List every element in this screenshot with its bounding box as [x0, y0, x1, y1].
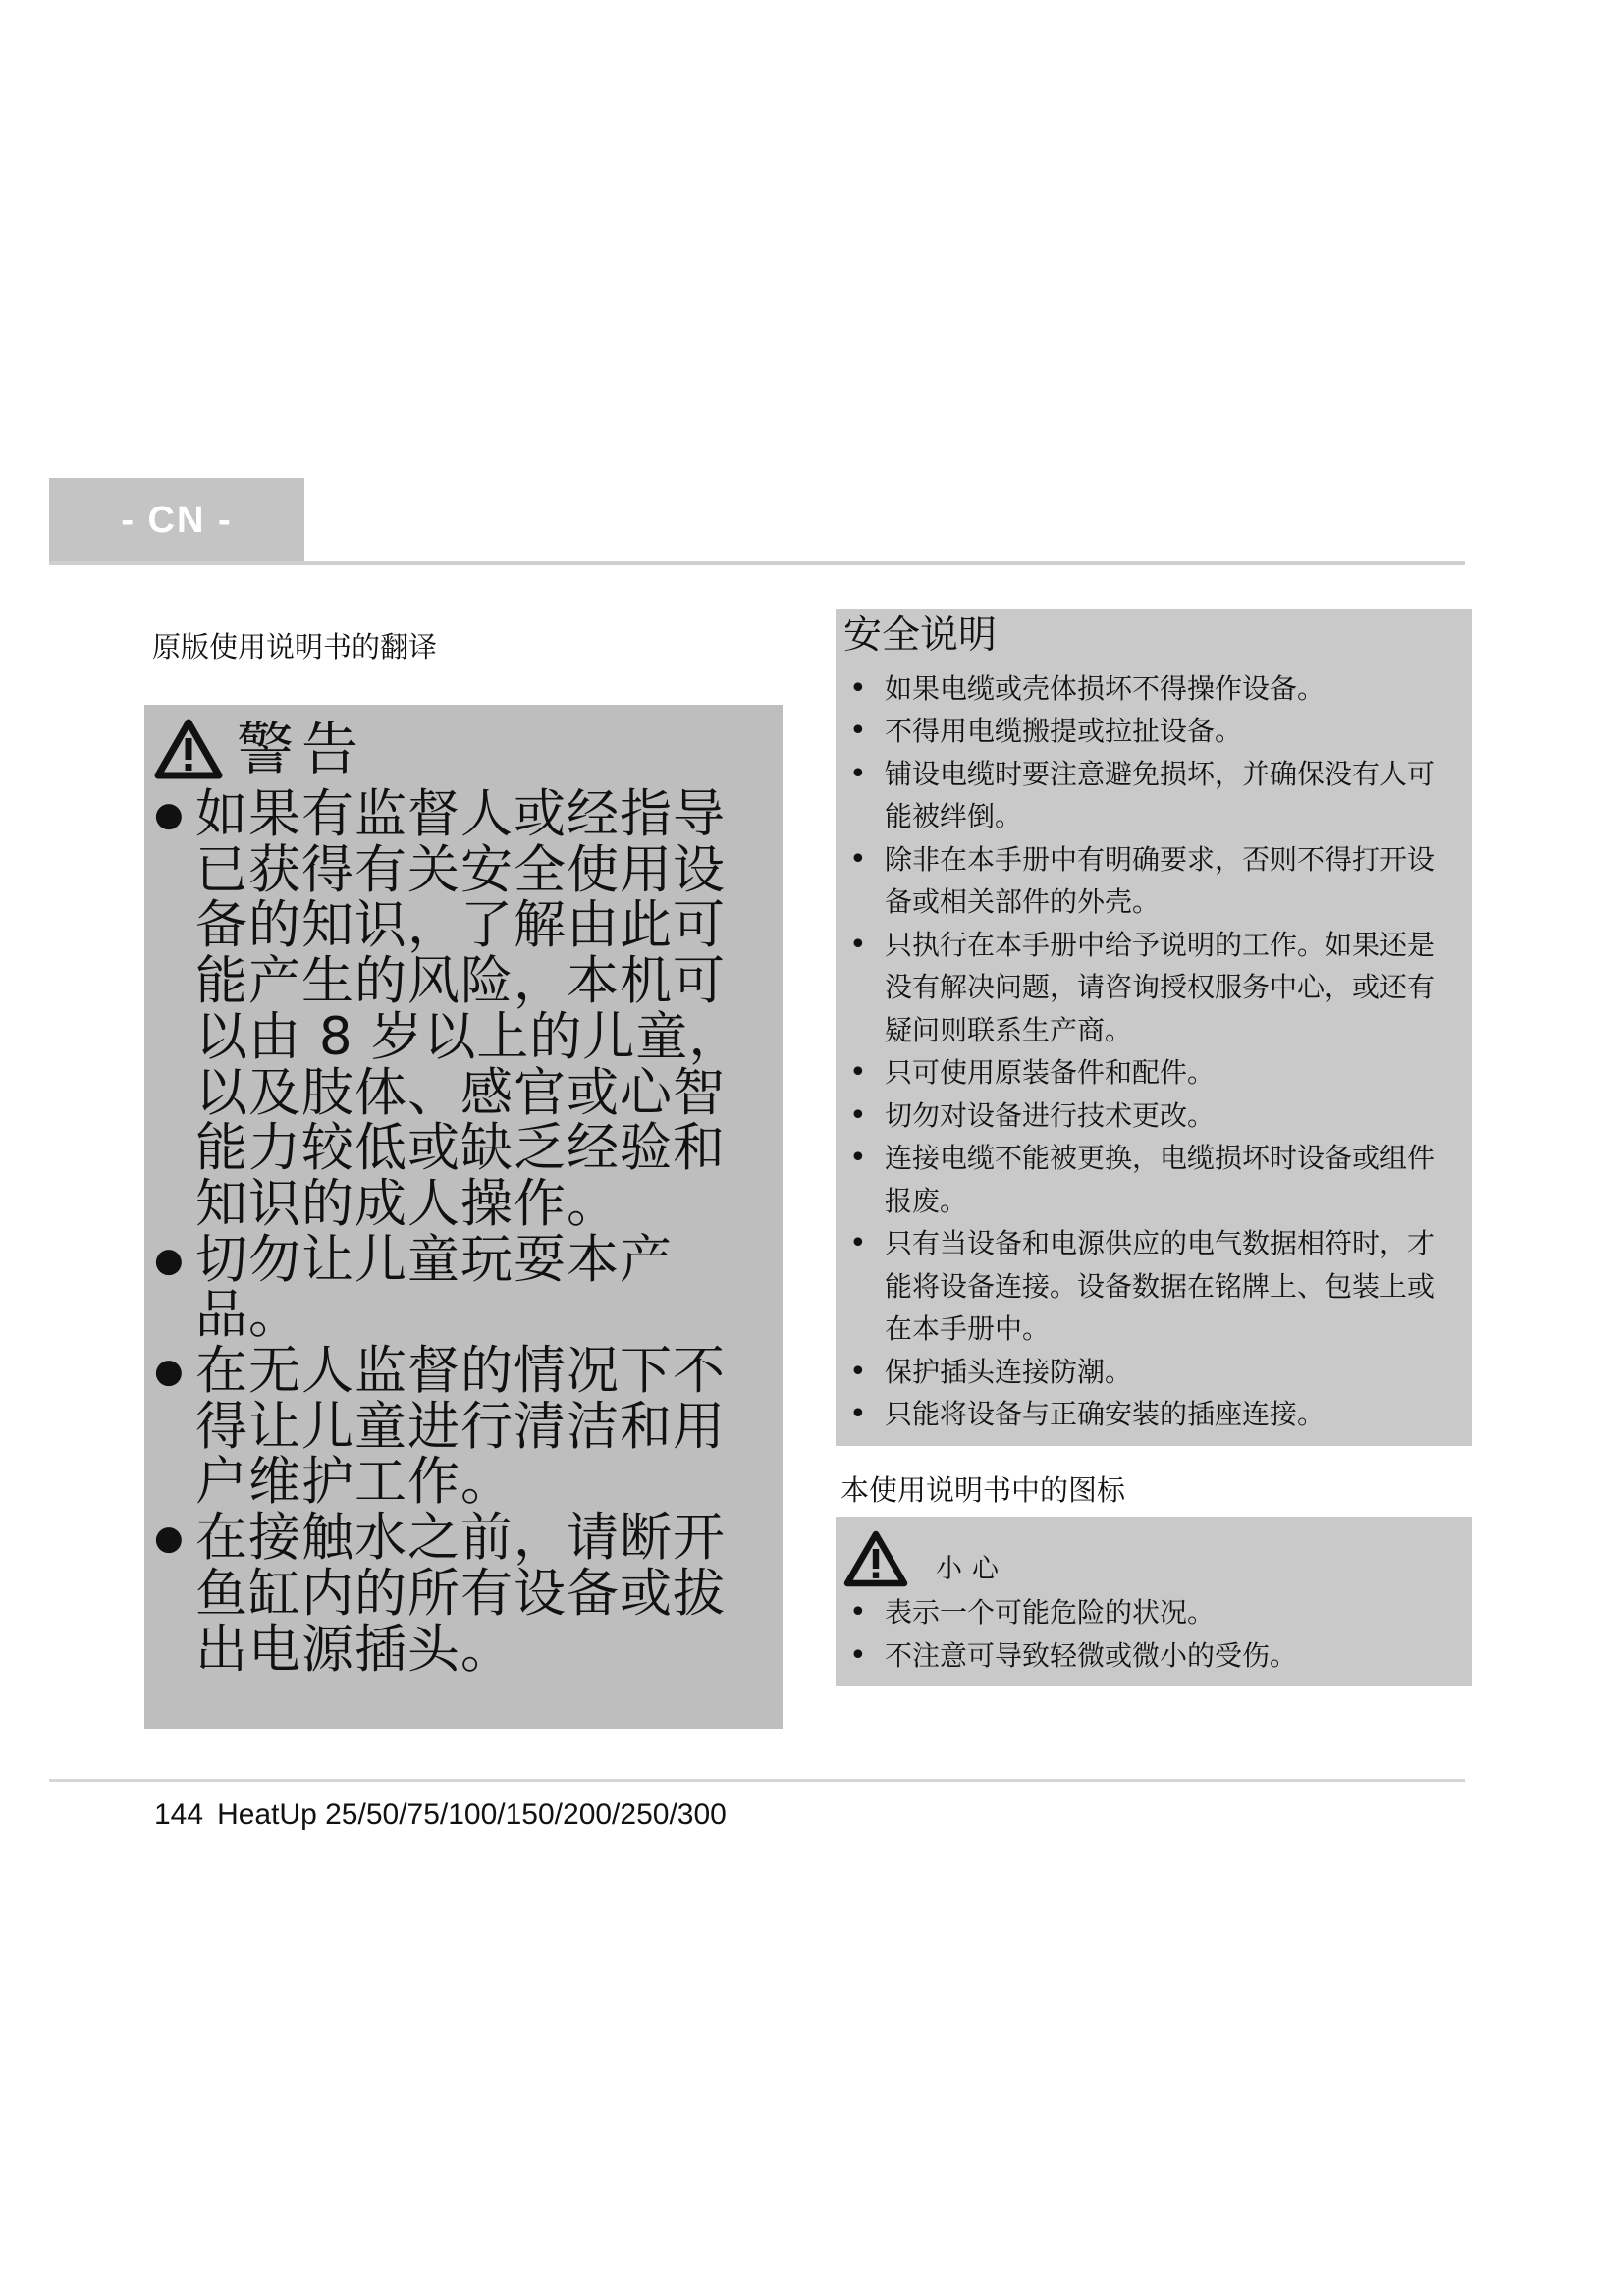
caution-title: 小心 — [936, 1554, 1008, 1584]
page-footer — [154, 1798, 727, 1832]
safety-item: • 连接电缆不能被更换，电缆损坏时设备或组件报废。 — [843, 1137, 1458, 1222]
safety-item: • 如果电缆或壳体损坏不得操作设备。 — [843, 667, 1458, 711]
warning-heading — [154, 711, 765, 787]
caution-item: • 不注意可导致轻微或微小的受伤。 — [843, 1634, 1458, 1678]
warning-box — [144, 705, 783, 1729]
header-divider — [49, 561, 1465, 565]
safety-item: • 只执行在本手册中给予说明的工作。如果还是没有解决问题，请咨询授权服务中心，或还有疑问则联系生产商。 — [843, 924, 1458, 1052]
safety-item: • 保护插头连接防潮。 — [843, 1351, 1458, 1394]
warning-triangle-icon — [154, 719, 223, 779]
caution-heading — [843, 1528, 1458, 1587]
safety-title: 安全说明 — [843, 614, 998, 658]
translation-note: 原版使用说明书的翻译 — [152, 630, 438, 664]
safety-list — [843, 667, 1458, 1436]
safety-item: • 只可使用原装备件和配件。 — [843, 1051, 1458, 1095]
warning-title: 警告 — [237, 716, 367, 782]
warning-item: ● 如果有监督人或经指导已获得有关安全使用设备的知识，了解由此可能产生的风险，本机可以由 8 岁以上的儿童，以及肢体、感官或心智能力较低或缺乏经验和知识的成人操作。 — [154, 787, 765, 1233]
safety-item: • 切勿对设备进行技术更改。 — [843, 1095, 1458, 1138]
product-name: HeatUp 25/50/75/100/150/200/250/300 — [217, 1798, 727, 1831]
safety-instructions-box — [836, 609, 1472, 1446]
language-tab-label: - CN - — [121, 499, 233, 541]
warning-triangle-icon — [843, 1530, 908, 1587]
caution-list — [843, 1591, 1458, 1677]
safety-item: • 除非在本手册中有明确要求，否则不得打开设备或相关部件的外壳。 — [843, 838, 1458, 924]
safety-item: • 铺设电缆时要注意避免损坏，并确保没有人可能被绊倒。 — [843, 753, 1458, 838]
safety-item: • 只有当设备和电源供应的电气数据相符时，才能将设备连接。设备数据在铭牌上、包装上或在本手册中。 — [843, 1222, 1458, 1351]
warning-item: ● 在无人监督的情况下不得让儿童进行清洁和用户维护工作。 — [154, 1344, 765, 1511]
warning-item: ● 在接触水之前，请断开鱼缸内的所有设备或拔出电源插头。 — [154, 1511, 765, 1678]
icons-section-heading: 本使用说明书中的图标 — [840, 1473, 1126, 1507]
caution-box — [836, 1517, 1472, 1686]
language-tab — [49, 478, 304, 562]
warning-item: ● 切勿让儿童玩耍本产品。 — [154, 1233, 765, 1344]
caution-item: • 表示一个可能危险的状况。 — [843, 1591, 1458, 1634]
warning-list — [154, 784, 765, 1680]
safety-item: • 不得用电缆搬提或拉扯设备。 — [843, 710, 1458, 753]
safety-item: • 只能将设备与正确安装的插座连接。 — [843, 1393, 1458, 1436]
page-number: 144 — [154, 1798, 204, 1831]
footer-divider — [49, 1779, 1465, 1782]
